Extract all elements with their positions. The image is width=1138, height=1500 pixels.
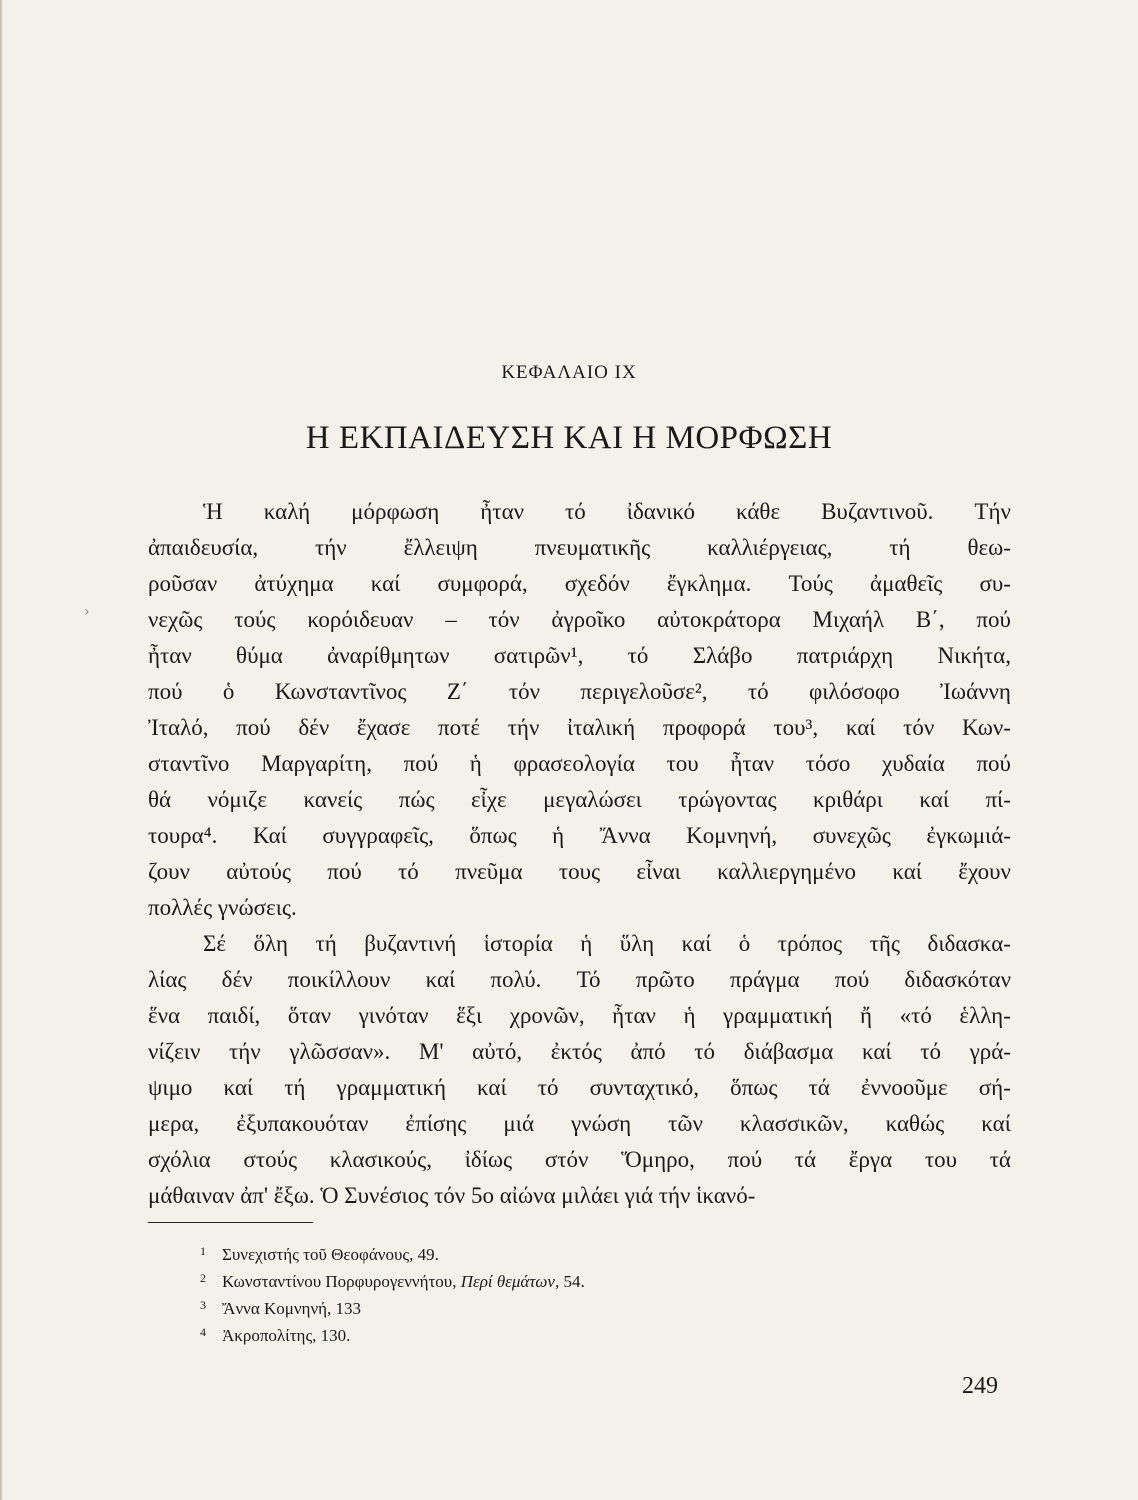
text-line: Ἡ καλή μόρφωση ἦταν τό ἰδανικό κάθε Βυζαντινοῦ. Τήν — [203, 499, 1011, 524]
footnote-1 — [200, 1238, 960, 1265]
footnote-number: 1 — [200, 1244, 206, 1258]
page-number: 249 — [962, 1373, 998, 1399]
text-line: ζουν αὐτούς πού τό πνεῦμα τους εἶναι καλλιεργημένο καί ἔχουν — [148, 859, 1011, 884]
text-line: πολλές γνώσεις. — [148, 895, 297, 920]
text-line: ἕνα παιδί, ὅταν γινόταν ἕξι χρονῶν, ἦταν ἡ γραμματική ἤ «τό ἑλλη- — [148, 1003, 1011, 1028]
footnote-text: Ἀκροπολίτης, 130. — [222, 1326, 351, 1345]
spine-shadow — [0, 0, 3, 1500]
footnote-2 — [200, 1265, 960, 1292]
footnote-text: Κωνσταντίνου Πορφυρογεννήτου, — [222, 1272, 461, 1291]
margin-mark: › — [84, 604, 90, 620]
text-line: θά νόμιζε κανείς πώς εἶχε μεγαλώσει τρώγοντας κριθάρι καί πί- — [148, 787, 1011, 812]
body-text — [148, 494, 1011, 1214]
footnotes — [200, 1238, 960, 1346]
footnote-text: Συνεχιστής τοῦ Θεοφάνους, 49. — [222, 1245, 439, 1264]
text-line: Ἰταλό, πού δέν ἔχασε ποτέ τήν ἰταλική προφορά του³, καί τόν Κων- — [148, 715, 1011, 740]
text-line: τουρα⁴. Καί συγγραφεῖς, ὅπως ἡ Ἄννα Κομνηνή, συνεχῶς ἐγκωμιά- — [148, 823, 1011, 848]
text-line: ψιμο καί τή γραμματική καί τό συνταχτικό, ὅπως τά ἐννοοῦμε σή- — [148, 1075, 1011, 1100]
text-line: νεχῶς τούς κορόιδευαν – τόν ἀγροῖκο αὐτοκράτορα Μιχαήλ Β΄, πού — [148, 607, 1011, 632]
footnote-number: 2 — [200, 1271, 206, 1285]
chapter-label: ΚΕΦΑΛΑΙΟ IX — [501, 362, 637, 383]
text-line: σχόλια στούς κλασικούς, ἰδίως στόν Ὅμηρο, πού τά ἔργα του τά — [148, 1147, 1011, 1172]
text-line: μερα, ἐξυπακουόταν ἐπίσης μιά γνώση τῶν κλασσικῶν, καθώς καί — [148, 1111, 1011, 1136]
footnote-4 — [200, 1319, 960, 1346]
footnote-number: 3 — [200, 1298, 206, 1312]
footnote-divider — [148, 1222, 313, 1223]
chapter-title: Η ΕΚΠΑΙΔΕΥΣΗ ΚΑΙ Η ΜΟΡΦΩΣΗ — [305, 420, 833, 456]
text-line: ροῦσαν ἀτύχημα καί συμφορά, σχεδόν ἔγκλημα. Τούς ἀμαθεῖς συ- — [148, 571, 1011, 596]
footnote-number: 4 — [200, 1325, 206, 1339]
footnote-title-italic: Περί θεμάτων, — [460, 1272, 560, 1291]
text-line: ἀπαιδευσία, τήν ἔλλειψη πνευματικῆς καλλιέργειας, τή θεω- — [148, 535, 1011, 560]
footnote-text: Ἄννα Κομνηνή, 133 — [222, 1299, 362, 1318]
text-line: σταντῖνο Μαργαρίτη, πού ἡ φρασεολογία του ἦταν τόσο χυδαία πού — [148, 751, 1011, 776]
text-line: νίζειν τήν γλῶσσαν». Μ' αὐτό, ἐκτός ἀπό τό διάβασμα καί τό γρά- — [148, 1039, 1011, 1064]
text-line: πού ὁ Κωνσταντῖνος Ζ΄ τόν περιγελοῦσε², τό φιλόσοφο Ἰωάννη — [148, 679, 1011, 704]
footnote-text-tail: 54. — [559, 1272, 585, 1291]
text-line: Σέ ὅλη τή βυζαντινή ἱστορία ἡ ὕλη καί ὁ τρόπος τῆς διδασκα- — [203, 931, 1011, 956]
text-line: ἦταν θύμα ἀναρίθμητων σατιρῶν¹, τό Σλάβο πατριάρχη Νικήτα, — [148, 643, 1011, 668]
text-line: λίας δέν ποικίλλουν καί πολύ. Τό πρῶτο πράγμα πού διδασκόταν — [148, 967, 1011, 992]
footnote-3 — [200, 1292, 960, 1319]
text-line: μάθαιναν ἀπ' ἔξω. Ὁ Συνέσιος τόν 5ο αἰώνα μιλάει γιά τήν ἱκανό- — [148, 1183, 756, 1208]
